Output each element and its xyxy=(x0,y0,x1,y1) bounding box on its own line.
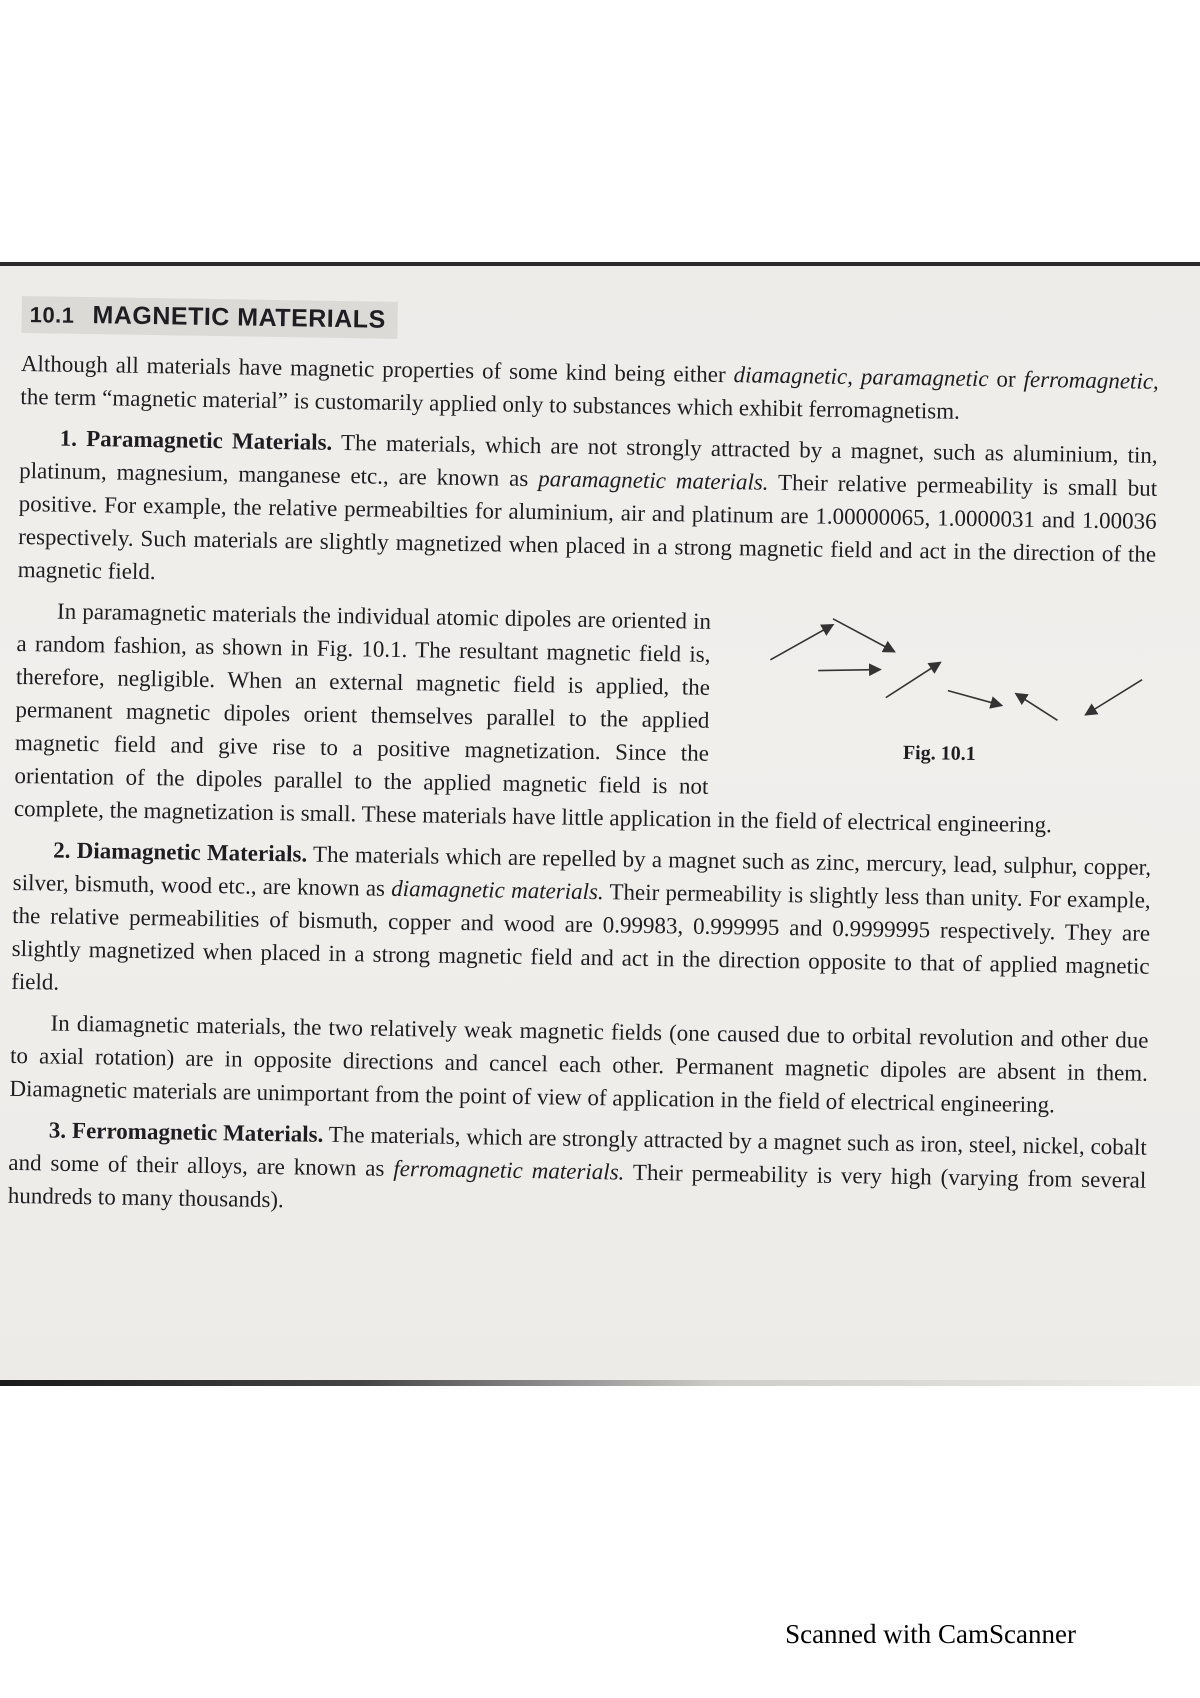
dipole-arrow-6 xyxy=(1015,694,1057,721)
section-title: MAGNETIC MATERIALS xyxy=(92,301,386,334)
diamagnetic-term: diamagnetic materials. xyxy=(390,875,604,905)
diamagnetic-lead: 2. Diamagnetic Materials. xyxy=(53,837,308,867)
dipole-arrow-2 xyxy=(833,619,895,652)
random-dipoles-diagram xyxy=(733,603,1155,740)
intro-text-3: the term “magnetic material” is customarily applied only to substances which exhibit ferromagnetism. xyxy=(20,383,961,424)
intro-paragraph xyxy=(20,347,1159,431)
section-heading xyxy=(21,296,398,339)
intro-term-dia-para: diamagnetic, paramagnetic xyxy=(733,362,989,392)
dipole-arrow-7 xyxy=(1086,679,1143,716)
ferromagnetic-text-2: Their permeability is very high (varying from several hundreds to many thousands). xyxy=(7,1159,1147,1213)
dipole-paragraph: In paramagnetic materials the individual atomic dipoles are oriented in a random fashion, as shown in Fig. 10.1. The resultant magnetic field is, therefore, negligible. When an external magnetic field is applied, the permanent magnetic dipoles orient themselves parallel to the applied magnetic field and give rise to a positive magnetization. Since the orientation of the dipoles parallel to the applied magnetic field is not complete, the magnetization is small. These materials have little application in the field of electrical engineering. xyxy=(13,598,1053,838)
dipole-arrow-3 xyxy=(818,669,880,672)
paramagnetic-paragraph xyxy=(17,421,1157,604)
dipole-arrow-1 xyxy=(770,624,833,661)
intro-text-1: Although all materials have magnetic properties of some kind being either xyxy=(20,350,734,388)
dipole-arrow-5 xyxy=(948,691,1002,706)
paramagnetic-lead: 1. Paramagnetic Materials. xyxy=(59,425,333,455)
diamagnetic-fields-paragraph: In diamagnetic materials, the two relatively weak magnetic fields (one caused due to orbital revolution and other due to axial rotation) are in opposite directions and cancel each other. Permanent magnetic dipoles are absent in them. Diamagnetic materials are unimportant from the point of view of application in the field of electrical engineering. xyxy=(9,1010,1149,1118)
paramagnetic-text-1: The materials, which are not strongly attracted by a magnet, such as aluminium, tin, platinum, magnesium, manganese etc., are known as xyxy=(19,429,1158,492)
intro-term-ferro: ferromagnetic, xyxy=(1023,366,1159,394)
ferromagnetic-paragraph xyxy=(8,1113,1147,1230)
ferromagnetic-term: ferromagnetic materials. xyxy=(393,1155,625,1185)
section-number: 10.1 xyxy=(29,302,75,328)
ferromagnetic-lead: 3. Ferromagnetic Materials. xyxy=(48,1117,324,1147)
diamagnetic-text-2: Their permeability is slightly less than unity. For example, the relative permeabilities of bismuth, copper and wood are 0.99983, 0.999995 and 0.9999995 respectively. They are slightly magnetized when placed in a strong magnetic field and act in the direction opposite to that of applied magnetic field. xyxy=(11,879,1151,995)
diamagnetic-paragraph xyxy=(11,833,1151,1016)
textbook-page xyxy=(7,296,1159,1238)
paramagnetic-text-2: Their relative permeability is small but positive. For example, the relative permeabilties for aluminium, air and platinum are 1.00000065, 1.0000031 and 1.00036 respectively. Such materials are slightly magnetized when placed in a strong magnetic field and act in the direction of the magnetic field. xyxy=(17,469,1158,585)
ferromagnetic-text-1: The materials, which are strongly attracted by a magnet such as iron, steel, nickel, cobalt and some of their alloys, are known as xyxy=(8,1121,1147,1181)
diamagnetic-text-1: The materials which are repelled by a magnet such as zinc, mercury, lead, sulphur, copper, silver, bismuth, wood etc., are known as xyxy=(12,841,1152,901)
dipole-arrow-4 xyxy=(886,662,941,699)
paramagnetic-term: paramagnetic materials. xyxy=(538,466,769,495)
camscanner-watermark: Scanned with CamScanner xyxy=(785,1619,1076,1649)
dipole-paragraph-with-figure xyxy=(14,594,1155,843)
figure-10-1 xyxy=(733,603,1156,778)
figure-caption: Fig. 10.1 xyxy=(902,741,976,766)
intro-text-2: or xyxy=(988,366,1024,392)
